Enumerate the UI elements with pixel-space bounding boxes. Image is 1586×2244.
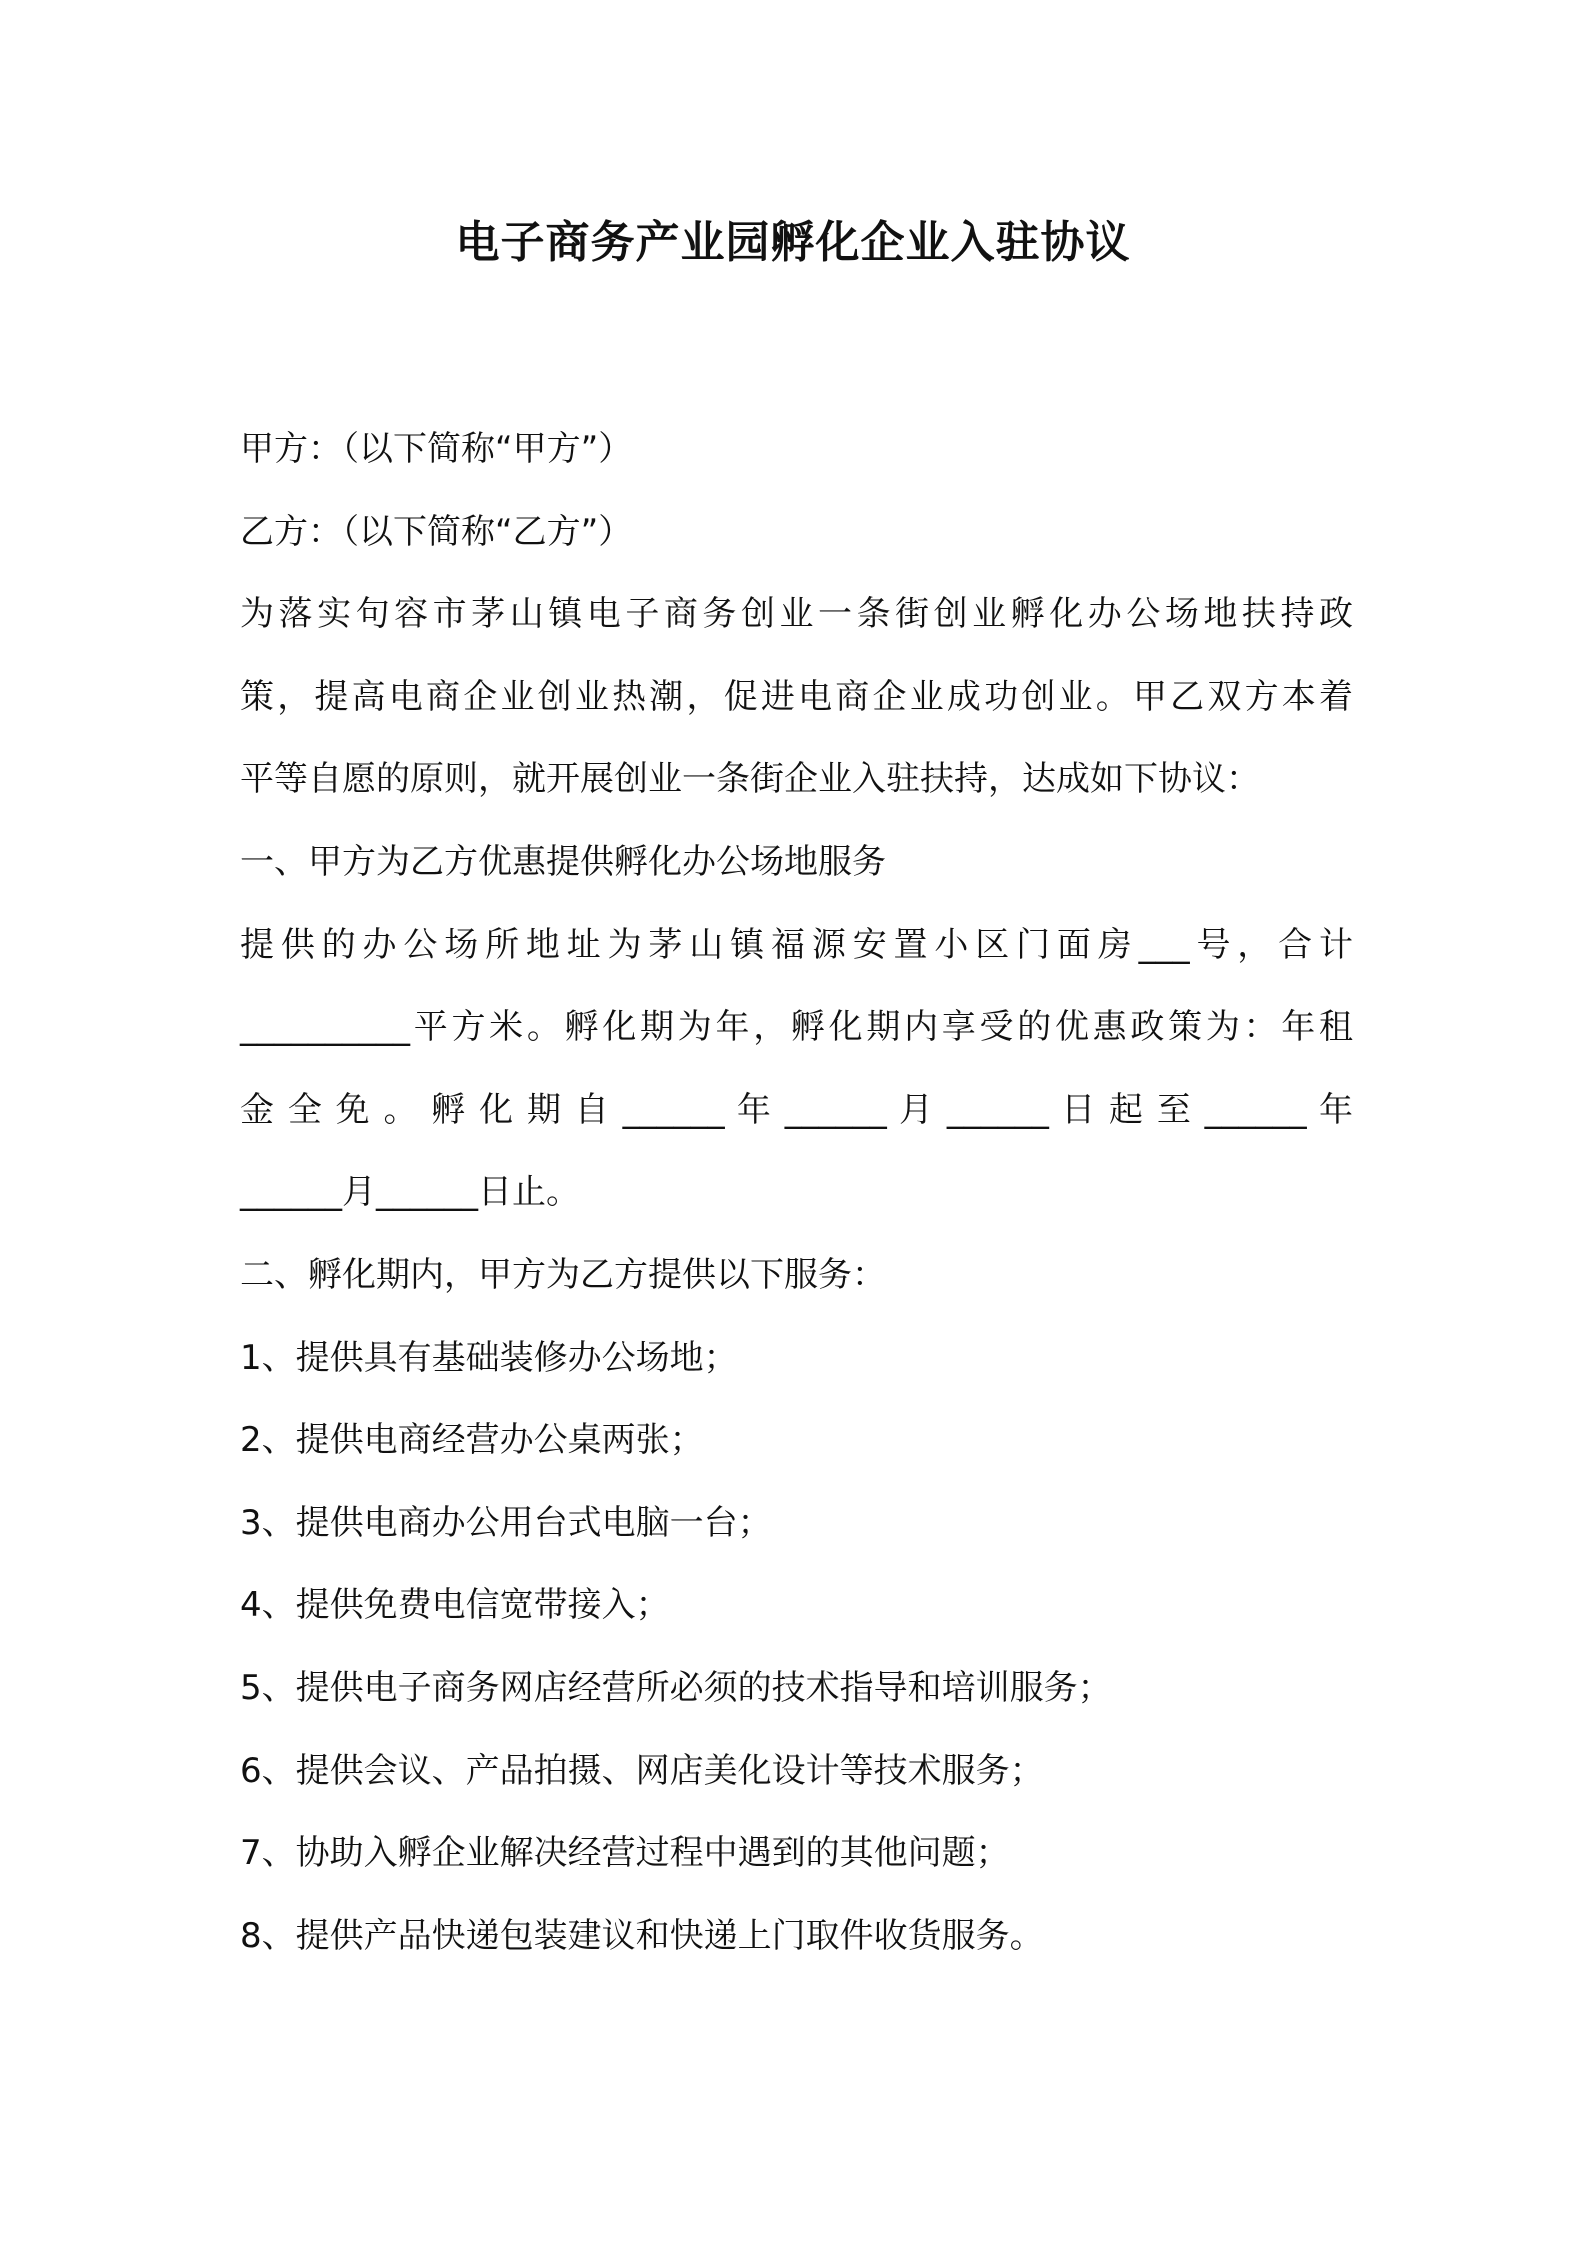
party-b-line: 乙方：（以下简称“乙方”）	[240, 511, 633, 552]
intro-paragraph-line: 平等自愿的原则，就开展创业一条街企业入驻扶持，达成如下协议：	[240, 759, 1260, 800]
service-list-item: 4、提供免费电信宽带接入；	[240, 1585, 670, 1626]
service-list-item: 6、提供会议、产品拍摄、网店美化设计等技术服务；	[240, 1750, 1044, 1791]
service-list-item: 5、提供电子商务网店经营所必须的技术指导和培训服务；	[240, 1667, 1112, 1708]
section-heading-1: 一、甲方为乙方优惠提供孵化办公场地服务	[240, 841, 886, 882]
section-heading-2: 二、孵化期内，甲方为乙方提供以下服务：	[240, 1254, 886, 1295]
service-list-item: 8、提供产品快递包装建议和快递上门取件收货服务。	[240, 1915, 1044, 1956]
document-body	[240, 408, 1353, 1977]
service-list-item: 1、提供具有基础装修办公场地；	[240, 1337, 738, 1378]
section-1-text-line: 金 全 免 。 孵 化 期 自 ______ 年 ______ 月 ______ 日 起 至 ______ 年	[240, 1089, 1353, 1130]
intro-paragraph-line: 策，提高电商企业创业热潮，促进电商企业成功创业。甲乙双方本着	[240, 676, 1353, 717]
document-title: 电子商务产业园孵化企业入驻协议	[455, 217, 1131, 268]
service-list-item: 3、提供电商办公用台式电脑一台；	[240, 1502, 772, 1543]
service-list-item: 7、协助入孵企业解决经营过程中遇到的其他问题；	[240, 1833, 1010, 1874]
intro-paragraph-line: 为落实句容市茅山镇电子商务创业一条街创业孵化办公场地扶持政	[240, 594, 1353, 635]
section-1-text-line: ______月______日止。	[240, 1172, 580, 1213]
party-a-line: 甲方：（以下简称“甲方”）	[240, 429, 633, 469]
section-1-text-line: __________平方米。孵化期为年，孵化期内享受的优惠政策为：年租	[240, 1007, 1353, 1048]
service-list-item: 2、提供电商经营办公桌两张；	[240, 1420, 704, 1461]
section-1-text-line: 提供的办公场所地址为茅山镇福源安置小区门面房___号，合计	[240, 924, 1353, 965]
